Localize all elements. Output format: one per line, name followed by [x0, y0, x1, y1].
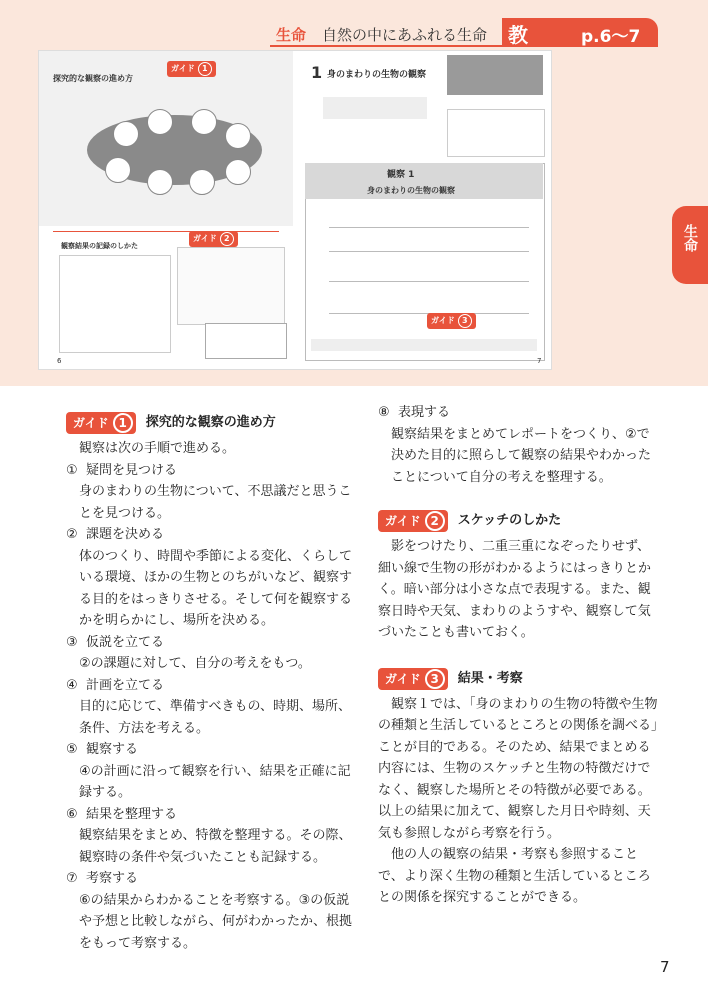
guide3-badge: ガイド 3	[378, 668, 448, 690]
side-tab-label: 生命	[682, 224, 698, 252]
guide1-title: 探究的な観察の進め方	[145, 415, 276, 430]
guide3-body1: 観察１では、「身のまわりの生物の特徴や生物の種類と生活しているところとの関係を調べる」ことが目的である。そのため、結果でまとめる内容には、生物のスケッチと生物の特徴だけでなく、観察した場所とその特徴が必要である。以上の結果に加えて、観察した月日や時刻、天気も参照しながら考察を行う。	[378, 696, 658, 841]
thumb-guide2: ガイド 2	[189, 231, 238, 247]
thumb-obs-title: 身のまわりの生物の観察	[367, 186, 455, 195]
header-tab	[502, 18, 658, 46]
header-subject: 生命	[276, 26, 307, 44]
step-body: ④の計画に沿って観察を行い、結果を正確に記録する。	[79, 763, 351, 800]
thumb-connect-box	[447, 109, 545, 157]
step8-title: ⑧ 表現する	[378, 405, 451, 420]
step-title: ① 疑問を見つける	[66, 462, 178, 478]
thumb-right-title: 身のまわりの生物の観察	[327, 70, 427, 80]
step-title: ⑦ 考察する	[66, 871, 139, 886]
thumb-guide1: ガイド 1	[167, 61, 216, 77]
thumb-rule	[329, 227, 529, 228]
guide3-title: 結果・考察	[457, 670, 523, 686]
left-column	[66, 410, 362, 954]
thumbnail-left-page	[39, 51, 293, 369]
step-body: 観察結果をまとめ、特徴を整理する。その際、観察時の条件や気づいたことも記録する。	[79, 828, 352, 865]
thumb-step-bubble	[147, 169, 173, 195]
step-title: ④ 計画を立てる	[66, 677, 165, 693]
right-column	[378, 402, 660, 909]
guide1-heading	[66, 410, 362, 436]
step-body: 目的に応じて、準備すべきもの、時期、場所、条件、方法を考える。	[79, 699, 351, 736]
thumb-footer-bar	[311, 339, 537, 351]
thumb-left-page-number: 6	[57, 357, 62, 365]
guide1-intro: 観察は次の手順で進める。	[79, 441, 236, 456]
thumb-step-bubble	[105, 157, 131, 183]
thumb-step-bubble	[147, 109, 173, 135]
thumb-question-box	[323, 97, 427, 119]
step-body: 体のつくり、時間や季節による変化、くらしている環境、ほかの生物とのちがいなど、観察する目的をはっきりさせる。そして何を観察するかを明らかにし、場所を決める。	[79, 548, 353, 628]
steps-list	[66, 460, 362, 955]
thumb-caption-box	[205, 323, 287, 359]
header-title: 自然の中にあふれる生命	[322, 26, 488, 44]
header-pages: p.6〜7	[581, 27, 641, 47]
side-tab	[672, 206, 708, 284]
guide1-badge: ガイド 1	[66, 412, 136, 434]
step-body: 身のまわりの生物について、不思議だと思うことを見つける。	[79, 484, 352, 521]
thumb-step-bubble	[191, 109, 217, 135]
thumb-guide3: ガイド 3	[427, 313, 476, 329]
thumb-obs-label: 観察 1	[387, 170, 415, 180]
header-tab-label: 教	[508, 23, 528, 47]
page-number: 7	[660, 958, 670, 976]
step-title: ⑤ 観察する	[66, 742, 139, 757]
thumb-rule	[329, 251, 529, 252]
thumb-step-bubble	[225, 159, 251, 185]
guide2-heading	[378, 508, 660, 534]
thumb-right-page-number: 7	[537, 357, 542, 365]
thumb-notes-box	[59, 255, 171, 353]
thumb-divider	[53, 231, 279, 232]
step-title: ② 課題を決める	[66, 527, 165, 542]
textbook-spread-thumbnail	[38, 50, 552, 370]
guide3-body2: 他の人の観察の結果・考察も参照することで、より深く生物の種類と生活しているところとの関係を探究することができる。	[378, 847, 651, 905]
step-body: ②の課題に対して、自分の考えをもつ。	[79, 656, 311, 671]
thumb-left-heading: 探究的な観察の進め方	[53, 74, 133, 83]
thumb-sketch-heading: 観察結果の記録のしかた	[61, 242, 138, 250]
guide2-title: スケッチのしかた	[457, 513, 562, 528]
thumbnail-right-page	[297, 51, 551, 369]
thumb-step-bubble	[113, 121, 139, 147]
thumb-rule	[329, 281, 529, 282]
thumb-photo	[447, 55, 543, 95]
guide2-badge: ガイド 2	[378, 510, 448, 532]
step-title: ⑥ 結果を整理する	[66, 806, 178, 822]
step-title: ③ 仮説を立てる	[66, 634, 165, 650]
thumb-sketch-box	[177, 247, 285, 325]
guide3-heading	[378, 666, 660, 692]
thumb-right-title-num: 1	[311, 63, 323, 82]
guide2-body: 影をつけたり、二重三重になぞったりせず、細い線で生物の形がわかるようにはっきりとかく。暗い部分は小さな点で表現する。また、観察日時や天気、まわりのようすや、観察して気づいたことも書いておく。	[378, 539, 652, 640]
step-body: ⑥の結果からわかることを考察する。③の仮説や予想と比較しながら、何がわかったか、根拠をもって考察する。	[79, 892, 353, 951]
thumb-step-bubble	[189, 169, 215, 195]
step8-body: 観察結果をまとめてレポートをつくり、②で決めた目的に照らして観察の結果やわかったことについて自分の考えを整理する。	[391, 426, 652, 485]
thumb-step-bubble	[225, 123, 251, 149]
